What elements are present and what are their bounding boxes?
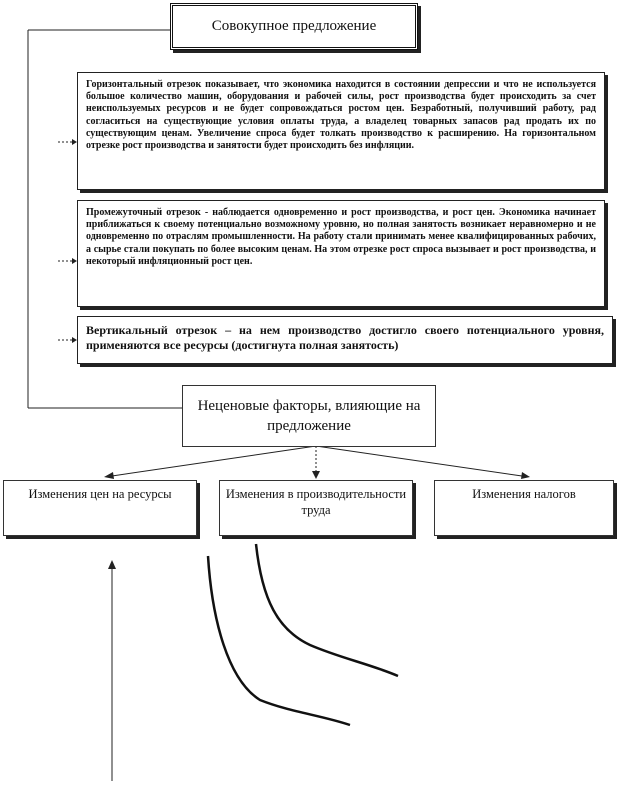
factor-resource-prices-label: Изменения цен на ресурсы <box>28 487 172 501</box>
arrow-head-factor-middle <box>312 471 320 479</box>
nonprice-factors-box <box>182 385 436 447</box>
supply-curve-2 <box>256 544 398 676</box>
title-box <box>170 3 418 50</box>
segment-horizontal <box>77 72 605 190</box>
segment-intermediate <box>77 200 605 307</box>
arrow-factor-left <box>112 446 316 476</box>
segment-vertical-text: Вертикальный отрезок – на нем производство достигло своего потенциального уровня, применяются все ресурсы (достигнута полная занятость) <box>86 323 604 352</box>
nonprice-factors-title: Неценовые факторы, влияющие на предложение <box>197 397 421 434</box>
factor-labor-productivity <box>219 480 413 536</box>
segment-vertical <box>77 316 613 364</box>
factor-resource-prices <box>3 480 197 536</box>
arrow-head-factor-right <box>521 472 530 479</box>
title-text: Совокупное предложение <box>211 18 377 34</box>
factor-taxes-label: Изменения налогов <box>472 487 576 501</box>
supply-curve-1 <box>208 556 350 725</box>
factor-labor-productivity-label: Изменения в производительности труда <box>225 487 407 518</box>
arrow-factor-right <box>316 446 522 476</box>
factor-taxes <box>434 480 614 536</box>
arrow-head-factor-left <box>104 472 114 479</box>
vertical-axis-arrow-head <box>108 560 116 569</box>
segment-intermediate-text: Промежуточный отрезок - наблюдается одновременно и рост производства, и рост цен. Экономика начинает приближаться к своему потенциально возможному уровню, но полная занятость возникает неравномерно и не одновременно по отраслям промышленности. На работу стали принимать менее квалифицированных рабочих, а сырье стали покупать по более высоким ценам. На этом отрезке рост спроса вызывает и рост производства, и некоторый инфляционный рост цен. <box>86 207 596 267</box>
segment-horizontal-text: Горизонтальный отрезок показывает, что экономика находится в состоянии депрессии и что не используется большое количество машин, оборудования и рабочей силы, рост производства будет происходить за счет неиспользуемых ресурсов и не будет сопровождаться ростом цен. Безработный, получивший работу, рад согласиться на существующие условия оплаты труда, а владелец товарных запасов рад продать их по существующим ценам. Увеличение спроса будет толкать производство к расширению. На горизонтальном отрезке рост производства и занятости будет происходить без инфляции. <box>86 79 596 151</box>
